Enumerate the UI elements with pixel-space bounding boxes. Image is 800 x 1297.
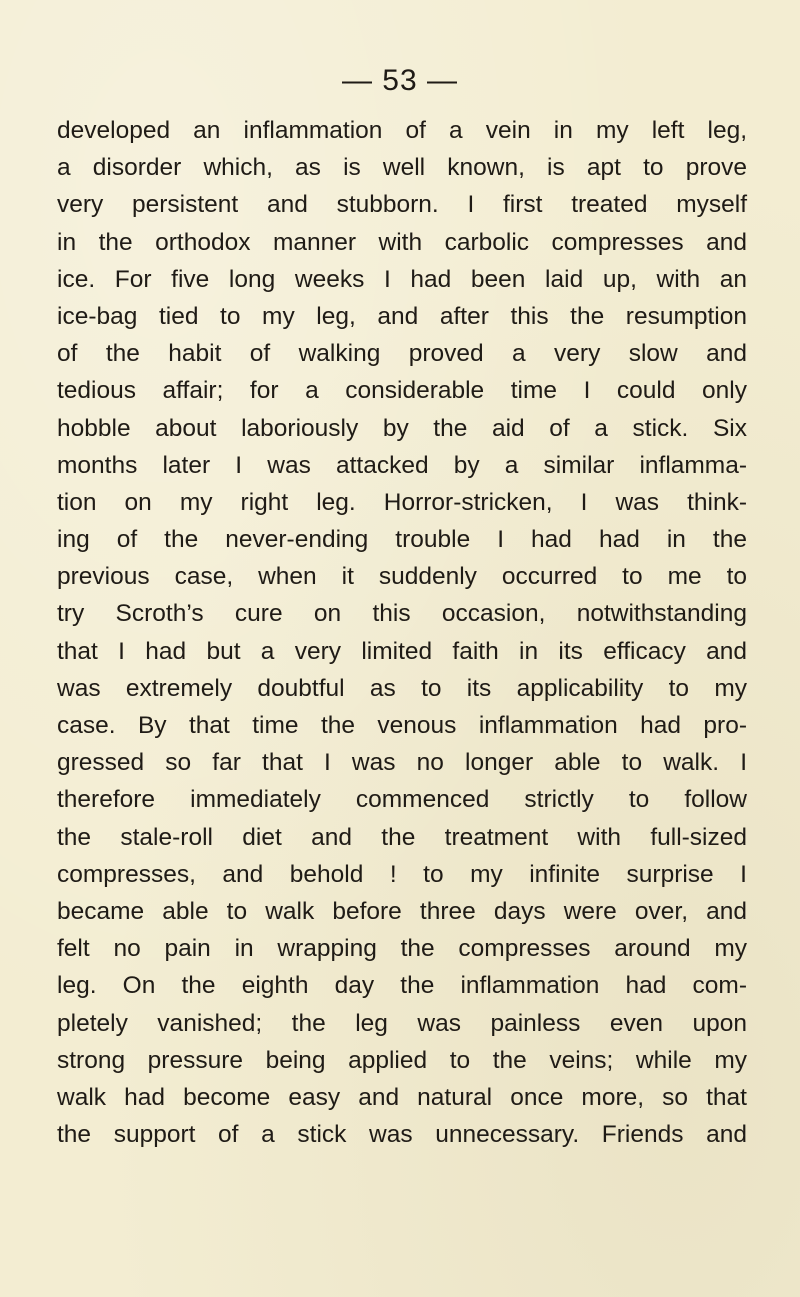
text-line: developed an inflammation of a vein in my left leg,	[57, 117, 747, 144]
text-line: of the habit of walking proved a very slow and	[57, 340, 747, 368]
text-line: felt no pain in wrapping the compresses around my	[57, 935, 747, 963]
text-line: previous case, when it suddenly occurred to me to	[57, 563, 747, 591]
text-line: a disorder which, as is well known, is apt to prove	[57, 154, 747, 182]
text-line: in the orthodox manner with carbolic compresses and	[57, 228, 747, 256]
text-line: strong pressure being applied to the veins; while my	[57, 1046, 747, 1074]
page-number: — 53 —	[341, 64, 459, 97]
text-line: case. By that time the venous inflammation had pro-	[57, 712, 747, 739]
text-line: was extremely doubtful as to its applicability to my	[57, 674, 747, 702]
text-line: leg. On the eighth day the inflammation had com-	[57, 972, 747, 1000]
text-line: the support of a stick was unnecessary. Friends and	[57, 1121, 747, 1149]
text-line: ing of the never-ending trouble I had had in the	[57, 526, 747, 554]
text-line: ice-bag tied to my leg, and after this the resumption	[57, 302, 747, 330]
text-line: pletely vanished; the leg was painless even upon	[57, 1009, 747, 1037]
body-text	[57, 112, 747, 1153]
text-line: became able to walk before three days were over, and	[57, 897, 747, 925]
text-line: tedious affair; for a considerable time I could only	[57, 377, 747, 405]
text-line: very persistent and stubborn. I first treated myself	[57, 191, 747, 219]
text-line: that I had but a very limited faith in its efficacy and	[57, 637, 747, 665]
text-line: hobble about laboriously by the aid of a stick. Six	[57, 414, 747, 442]
text-line: tion on my right leg. Horror-stricken, I was think-	[57, 488, 747, 516]
text-line: months later I was attacked by a similar inflamma-	[57, 451, 747, 479]
text-line: therefore immediately commenced strictly to follow	[57, 786, 747, 814]
text-line: try Scroth’s cure on this occasion, notwithstanding	[57, 600, 747, 628]
text-line: walk had become easy and natural once more, so that	[57, 1083, 747, 1111]
text-line: gressed so far that I was no longer able to walk. I	[57, 749, 747, 777]
text-line: ice. For five long weeks I had been laid up, with an	[57, 265, 747, 293]
text-line: the stale-roll diet and the treatment with full-sized	[57, 823, 747, 851]
text-line: compresses, and behold ! to my infinite surprise I	[57, 860, 747, 888]
